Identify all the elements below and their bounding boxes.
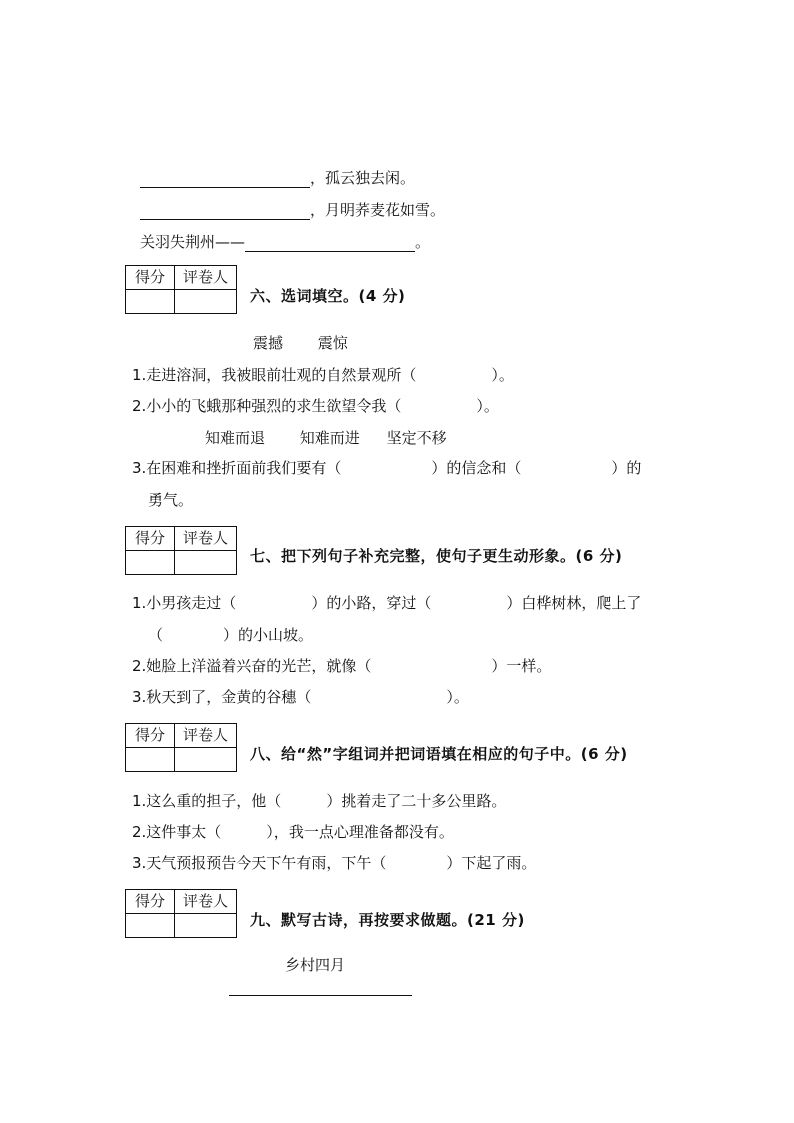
section-six-heading: 六、选词填空。(4 分) bbox=[250, 287, 406, 305]
score-box bbox=[125, 265, 237, 314]
word-choices-2 bbox=[205, 428, 447, 448]
question-six-1: 1.走进溶洞，我被眼前壮观的自然景观所（ ）。 bbox=[132, 366, 514, 384]
answer-blank[interactable] bbox=[140, 171, 310, 188]
section-nine-heading: 九、默写古诗，再按要求做题。(21 分) bbox=[250, 911, 525, 929]
question-six-2: 2.小小的飞蛾那种强烈的求生欲望令我（ ）。 bbox=[132, 397, 499, 415]
score-label: 得分 bbox=[126, 266, 175, 290]
section-seven-heading: 七、把下列句子补充完整，使句子更生动形象。(6 分) bbox=[250, 547, 623, 565]
grader-label: 评卷人 bbox=[175, 890, 237, 914]
score-cell[interactable] bbox=[126, 914, 175, 938]
word-option: 坚定不移 bbox=[386, 429, 447, 447]
question-seven-2: 2.她脸上洋溢着兴奋的光芒，就像（ ）一样。 bbox=[132, 657, 552, 675]
question-eight-2: 2.这件事太（ ），我一点心理准备都没有。 bbox=[132, 823, 454, 841]
grader-cell[interactable] bbox=[175, 551, 237, 575]
score-label: 得分 bbox=[126, 724, 175, 748]
word-option: 震惊 bbox=[317, 334, 348, 352]
grader-cell[interactable] bbox=[175, 290, 237, 314]
answer-blank[interactable] bbox=[229, 995, 412, 996]
question-seven-1-cont: （ ）的小山坡。 bbox=[148, 626, 314, 644]
word-choices-1 bbox=[253, 333, 348, 353]
score-box bbox=[125, 526, 237, 575]
poem-line-2 bbox=[140, 200, 445, 220]
grader-label: 评卷人 bbox=[175, 527, 237, 551]
answer-blank[interactable] bbox=[245, 235, 415, 252]
grader-label: 评卷人 bbox=[175, 266, 237, 290]
score-cell[interactable] bbox=[126, 748, 175, 772]
section-eight-heading: 八、给“然”字组词并把词语填在相应的句子中。(6 分) bbox=[250, 745, 628, 763]
score-box bbox=[125, 723, 237, 772]
score-cell[interactable] bbox=[126, 551, 175, 575]
answer-blank[interactable] bbox=[140, 203, 310, 220]
word-option: 震撼 bbox=[253, 334, 284, 352]
question-six-3-cont: 勇气。 bbox=[148, 491, 194, 509]
word-option: 知难而进 bbox=[299, 429, 360, 447]
grader-cell[interactable] bbox=[175, 914, 237, 938]
poem-line-text: 。 bbox=[415, 233, 431, 251]
question-eight-3: 3.天气预报预告今天下午有雨，下午（ ）下起了雨。 bbox=[132, 854, 537, 872]
score-label: 得分 bbox=[126, 890, 175, 914]
word-option: 知难而退 bbox=[205, 429, 266, 447]
score-label: 得分 bbox=[126, 527, 175, 551]
grader-cell[interactable] bbox=[175, 748, 237, 772]
question-seven-1: 1.小男孩走过（ ）的小路，穿过（ ）白桦树林，爬上了 bbox=[132, 594, 642, 612]
question-seven-3: 3.秋天到了，金黄的谷穗（ ）。 bbox=[132, 688, 469, 706]
question-eight-1: 1.这么重的担子，他（ ）挑着走了二十多公里路。 bbox=[132, 792, 507, 810]
poem-line-text: ，月明荞麦花如雪。 bbox=[310, 201, 446, 219]
grader-label: 评卷人 bbox=[175, 724, 237, 748]
poem-line-1 bbox=[140, 168, 415, 188]
poem-title: 乡村四月 bbox=[285, 956, 346, 974]
poem-line-text: ，孤云独去闲。 bbox=[310, 169, 416, 187]
score-cell[interactable] bbox=[126, 290, 175, 314]
score-box bbox=[125, 889, 237, 938]
question-six-3: 3.在困难和挫折面前我们要有（ ）的信念和（ ）的 bbox=[132, 459, 642, 477]
poem-line-3 bbox=[140, 232, 430, 252]
poem-line-text: 关羽失荆州—— bbox=[140, 233, 246, 251]
